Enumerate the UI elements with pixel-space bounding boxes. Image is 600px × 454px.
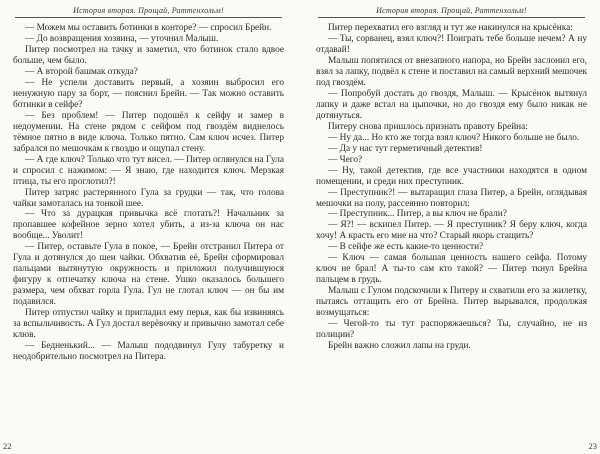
- paragraph: — Что за дурацкая привычка всё глотать?! Начальник за пропавшее кофейное зерно хотел убить, а из-за ключа он нас вообще... Уволит!: [13, 209, 284, 242]
- running-head: История вторая. Прощай, Раттенхольм!: [73, 6, 224, 15]
- paragraph: — Бедненький... — Малыш пододвинул Гулу табуретку и неодобрительно посмотрел на Питера.: [13, 341, 284, 363]
- paragraph: — Ключ — самая большая ценность нашего сейфа. Потому ключ не брал! А ты-то сам кто такой? — Питер ткнул Брейна пальцем в грудь.: [316, 253, 587, 286]
- paragraph: — Преступник?! — вытаращил глаза Питер, а Брейн, оглядывая мешочки на полу, рассеянно повторил:: [316, 187, 587, 209]
- paragraph: — Преступник... Питер, а вы ключ не брали?: [328, 209, 507, 220]
- paragraph: — А где ключ? Только что тут висел. — Питер оглянулся на Гула и спросил с нажимом: — Я знаю, где находится ключ. Мерзкая птица, ты его проглотил?!: [13, 154, 284, 187]
- paragraph: Малыш с Гулом подскочили к Питеру и схватили его за жилетку, пытаясь оттащить его от Брейна. Питер вырывался, продолжая возмущаться:: [316, 286, 587, 319]
- paragraph: Питер отпустил чайку и пригладил ему перья, как бы извиняясь за вспыльчивость. А Гул достал верёвочку и привычно замотал себе клюв.: [13, 308, 284, 341]
- page-body-right: [316, 23, 587, 352]
- paragraph: — Да у нас тут герметичный детектив!: [328, 143, 483, 154]
- paragraph: Питер посмотрел на тачку и заметил, что ботинок стало вдвое больше, чем было.: [13, 44, 284, 66]
- page-right: [300, 0, 600, 454]
- paragraph: Питер перехватил его взгляд и тут же накинулся на крысёнка:: [328, 23, 573, 33]
- paragraph: — Ну, такой детектив, где все участники находятся в одном помещении, и среди них преступник.: [316, 165, 587, 187]
- page-number-left: 22: [3, 441, 12, 451]
- paragraph: — А второй башмак откуда?: [25, 66, 138, 77]
- page-number-right: 23: [588, 441, 597, 451]
- paragraph: — Чегой-то ты тут распоряжаешься? Ты, случайно, не из полиции?: [316, 319, 587, 341]
- running-head: История вторая. Прощай, Раттенхольм!: [376, 6, 527, 15]
- paragraph: — Ну да... Но кто же тогда взял ключ? Никого больше не было.: [328, 132, 580, 143]
- paragraph: — Я?! — вскипел Питер. — Я преступник? Я беру ключ, когда хочу! А красть его мне на что? Старый якорь стащить?: [316, 220, 587, 242]
- running-head-rule: [318, 17, 585, 18]
- paragraph: — Не успели доставить первый, а хозяин выбросил его ненужную пару за борт, — пояснил Брейн. — Так можно оставить ботинки в сейфе?: [13, 77, 284, 110]
- paragraph: Малыш попятился от внезапного напора, но Брейн заслонил его, взял за лапку, подвёл к стене и поставил на самый верхний мешочек под гвоздём.: [316, 55, 587, 88]
- paragraph: — Чего?: [328, 154, 363, 165]
- paragraph: Питеру снова пришлось признать правоту Брейна:: [328, 121, 528, 132]
- paragraph: — Ты, сорванец, взял ключ?! Поиграть тебе больше нечем? А ну отдавай!: [316, 33, 587, 55]
- paragraph: — Можем мы оставить ботинки в конторе? — спросил Брейн.: [25, 23, 272, 33]
- paragraph: — До возвращения хозяина, — уточнил Малыш.: [25, 33, 219, 44]
- paragraph: — Попробуй достать до гвоздя, Малыш. — Крысёнок вытянул лапку и даже встал на цыпочки, но до гвоздя ему было никак не дотянуться.: [316, 88, 587, 121]
- paragraph: — В сейфе же есть какие-то ценности?: [328, 242, 484, 253]
- page-body-left: [13, 23, 284, 363]
- paragraph: Питер затряс растерянного Гула за грудки — так, что голова чайки замоталась на тонкой шее.: [13, 187, 284, 209]
- paragraph: — Питер, оставьте Гула в покое, — Брейн отстранил Питера от Гула и дотянулся до шеи чайки. Обхватив её, Брейн сформировал пальцами вытянутую окружность и приложил получившуюся фигуру к отпечатку ключа на стене. Ушко оказалось большего размера, чем обхват горла Гула. Гул не глотал ключ — он бы им подавился.: [13, 242, 284, 308]
- running-head-rule: [15, 17, 282, 18]
- paragraph: — Без проблем! — Питер подошёл к сейфу и замер в недоумении. На стене рядом с сейфом под гвоздём виднелось тёмное пятно в виде ключа. Только пятно. Сам ключ исчез. Питер забрался по мешочкам к гвоздю и ощупал стену.: [13, 110, 284, 154]
- paragraph: Брейн важно сложил лапы на груди.: [328, 341, 471, 352]
